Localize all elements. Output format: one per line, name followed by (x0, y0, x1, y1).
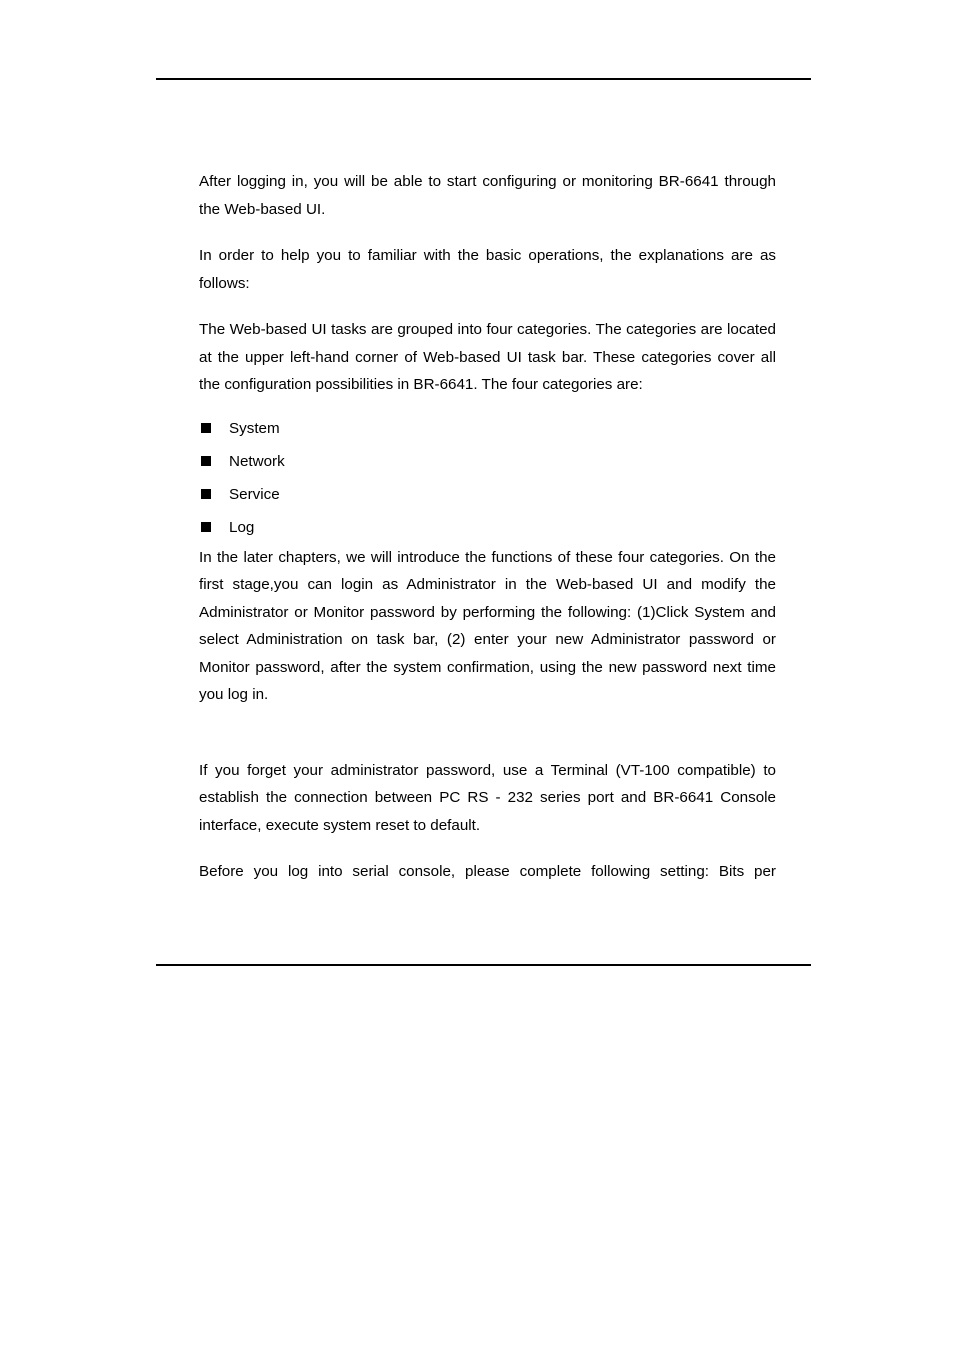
list-item (199, 511, 776, 544)
category-label: Log (229, 518, 255, 536)
paragraph-basic-operations: In order to help you to familiar with the basic operations, the explanations are as follows: (199, 247, 776, 292)
paragraph-serial-console: Before you log into serial console, please complete following setting: Bits per (199, 863, 776, 880)
square-bullet-icon (201, 456, 211, 466)
footer-rule (156, 964, 811, 966)
list-item (199, 478, 776, 511)
section-gap (199, 709, 776, 757)
square-bullet-icon (201, 522, 211, 532)
list-item (199, 445, 776, 478)
page-body (199, 168, 776, 905)
header-rule (156, 78, 811, 80)
paragraph-password-reset: If you forget your administrator password, use a Terminal (VT-100 compatible) to establish the connection between PC RS - 232 series port and BR-6641 Console interface, execute system reset to default. (199, 761, 776, 834)
list-item (199, 412, 776, 445)
category-label: Service (229, 485, 280, 503)
paragraph-password-change: In the later chapters, we will introduce the functions of these four categories. On the first stage,you can login as Administrator in the Web-based UI and modify the Administrator or Monitor password by performing the following: (1)Click System and select Administration on task bar, (2) enter your new Administrator password or Monitor password, after the system confirmation, using the new password next time you log in. (199, 548, 776, 703)
square-bullet-icon (201, 423, 211, 433)
paragraph-login-intro: After logging in, you will be able to start configuring or monitoring BR-6641 through the Web-based UI. (199, 173, 776, 218)
category-label: Network (229, 452, 285, 470)
square-bullet-icon (201, 489, 211, 499)
category-label: System (229, 419, 280, 437)
category-list (199, 412, 776, 544)
paragraph-categories: The Web-based UI tasks are grouped into four categories. The categories are located at the upper left-hand corner of Web-based UI task bar. These categories cover all the configuration possibilities in BR-6641. The four categories are: (199, 321, 776, 393)
